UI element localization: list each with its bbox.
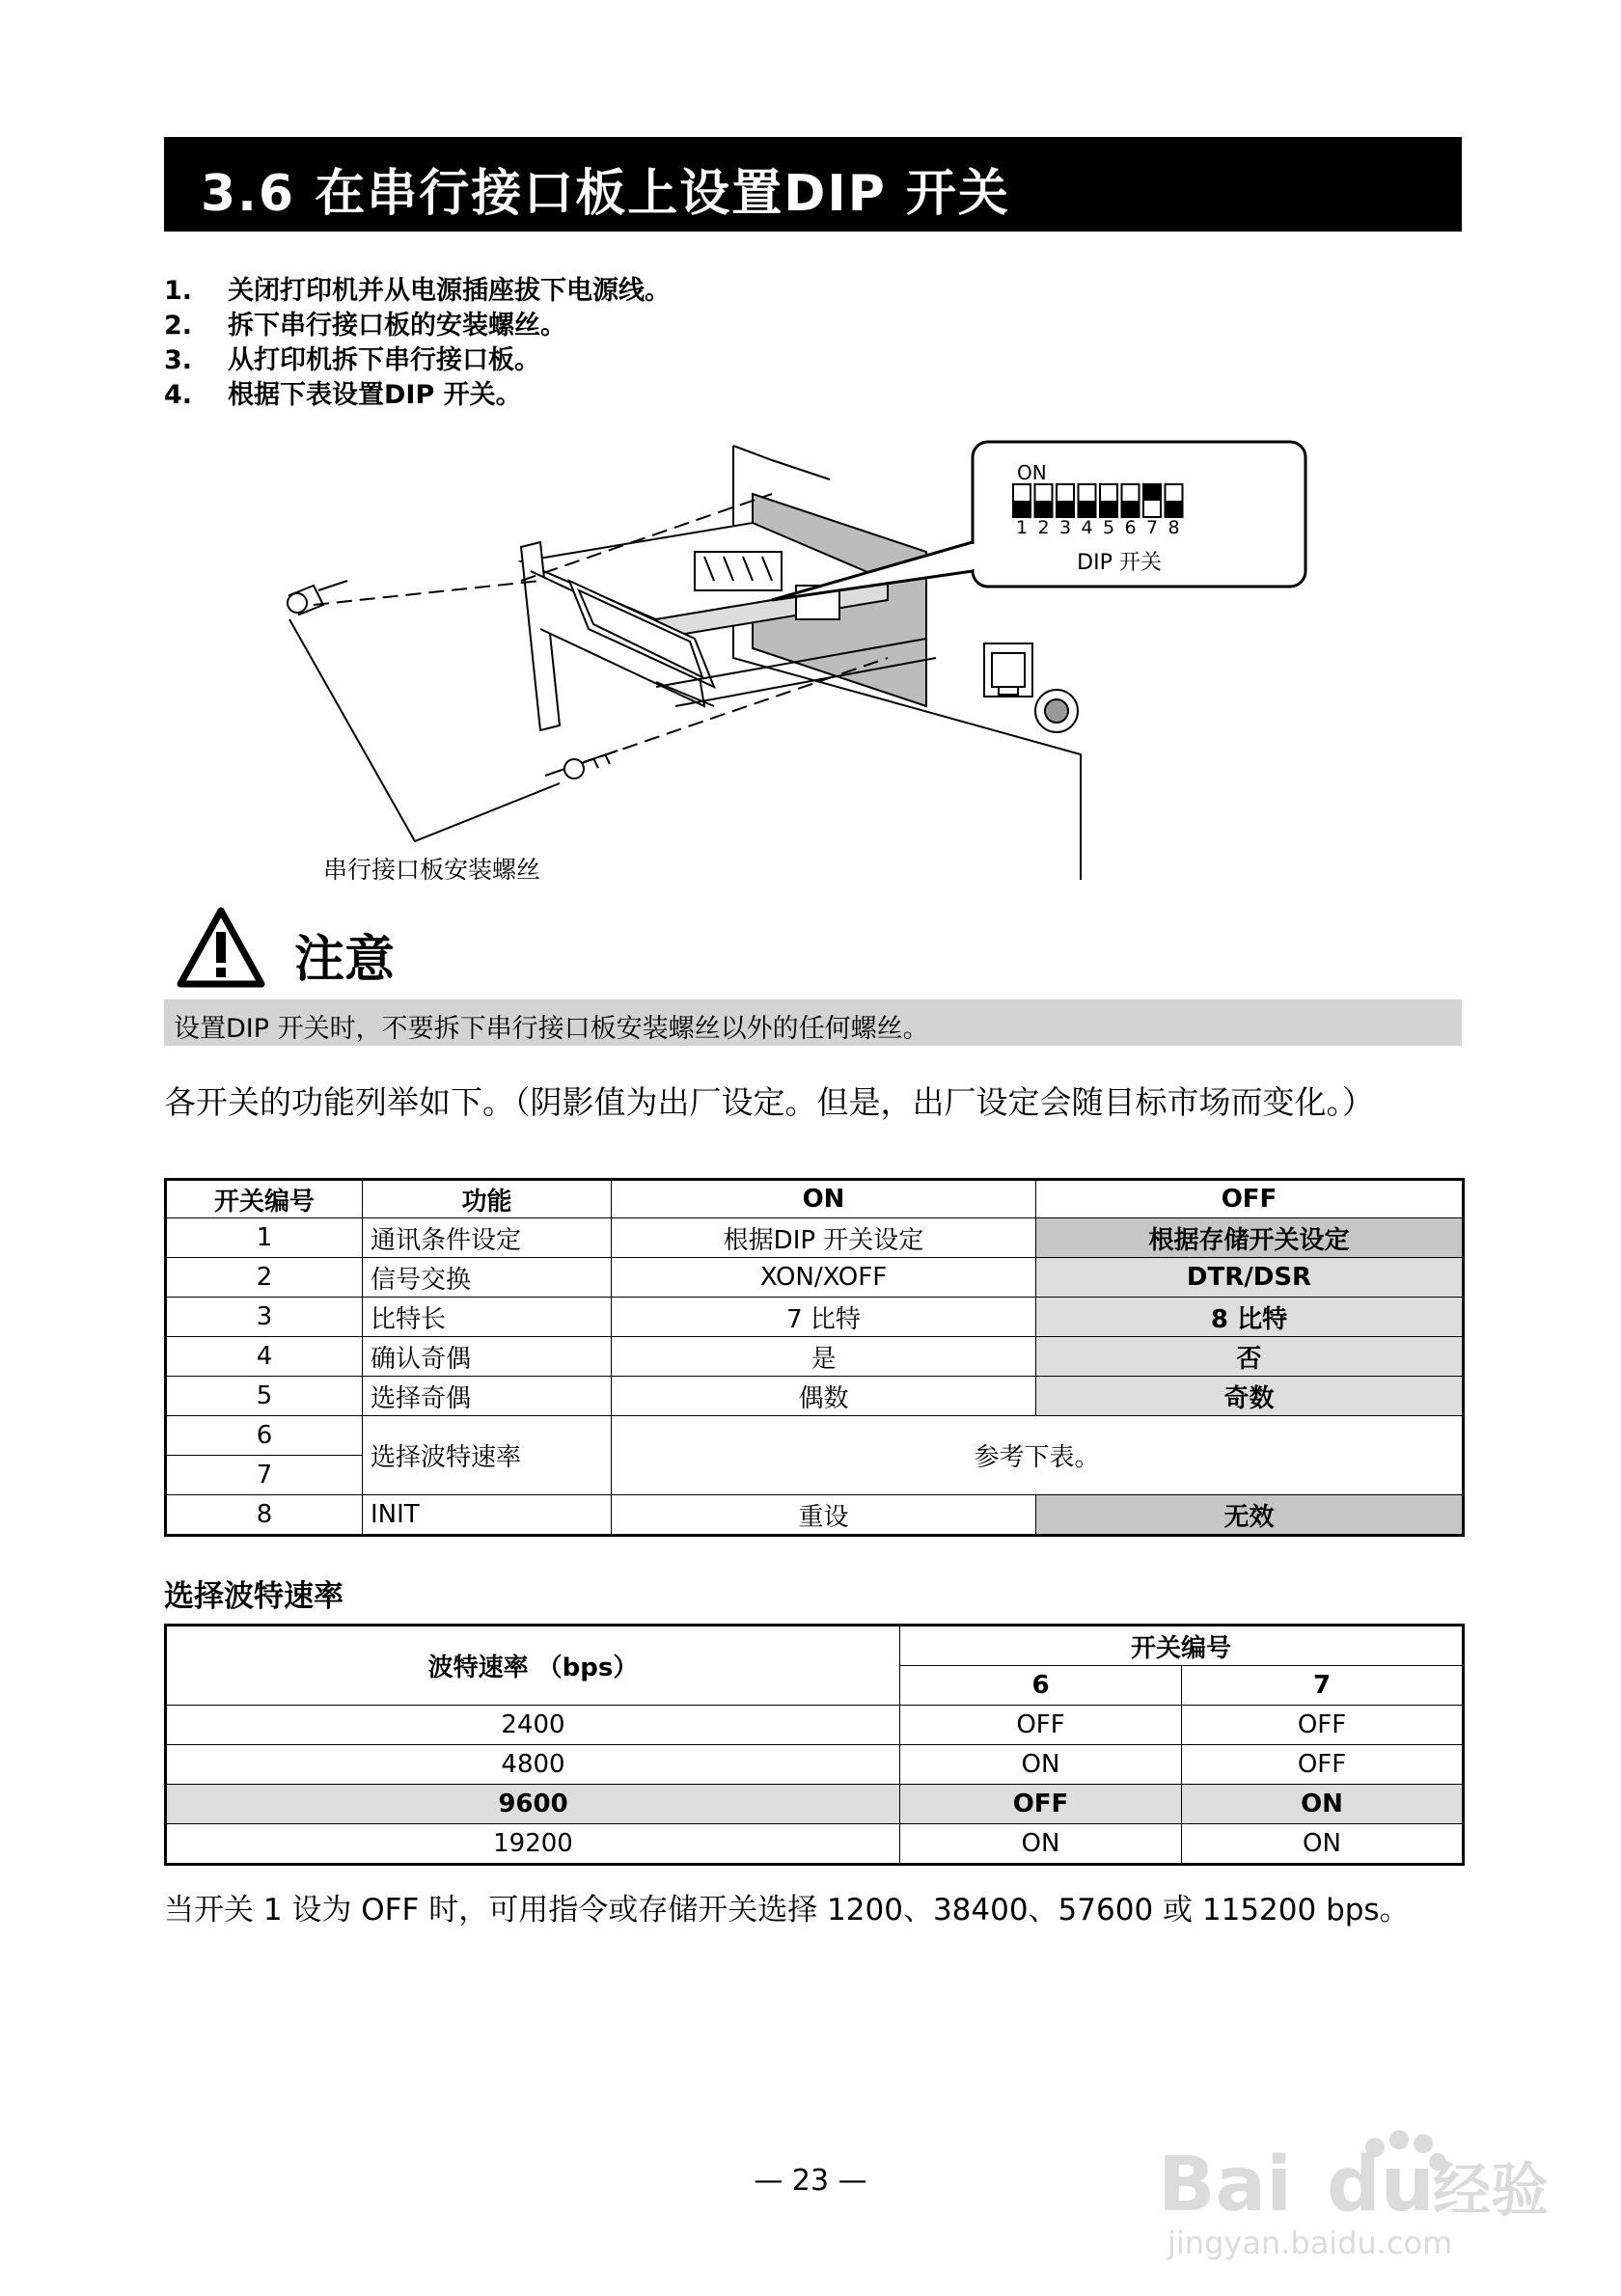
step-item: 4. 根据下表设置DIP 开关。 bbox=[164, 380, 522, 410]
table-row: 7 bbox=[166, 1456, 1464, 1495]
page-number: — 23 — bbox=[754, 2164, 867, 2198]
intro-paragraph: 各开关的功能列举如下。（阴影值为出厂设定。但是，出厂设定会随目标市场而变化。） bbox=[164, 1083, 1374, 1121]
step-item: 1. 关闭打印机并从电源插座拔下电源线。 bbox=[164, 276, 671, 306]
baud-note: 当开关 1 设为 OFF 时，可用指令或存储开关选择 1200、38400、57600 或 115200 bps。 bbox=[164, 1893, 1410, 1927]
header-switch-no: 开关编号 bbox=[166, 1180, 363, 1218]
svg-text:Bai: Bai bbox=[1158, 2142, 1292, 2228]
table-row: 6 选择波特速率 参考下表。 bbox=[166, 1416, 1464, 1456]
dip-switch-number: 3 bbox=[1058, 517, 1072, 538]
header-on: ON bbox=[612, 1180, 1036, 1218]
switch-function-table bbox=[164, 1178, 1465, 1537]
svg-text:du: du bbox=[1327, 2142, 1435, 2228]
header-function: 功能 bbox=[363, 1180, 612, 1218]
baud-section-title: 选择波特速率 bbox=[164, 1579, 343, 1614]
table-header-row bbox=[166, 1626, 1464, 1666]
baud-rate-table bbox=[164, 1624, 1465, 1866]
table-row: 19200 ON ON bbox=[166, 1824, 1464, 1865]
table-row: 2 信号交换 XON/XOFF DTR/DSR bbox=[166, 1258, 1464, 1298]
svg-text:经验: 经验 bbox=[1433, 2157, 1549, 2225]
dip-switch-knob bbox=[1143, 484, 1161, 501]
dip-switch-number: 1 bbox=[1015, 517, 1029, 538]
table-header-row bbox=[166, 1180, 1464, 1218]
dip-switch-knob bbox=[1013, 501, 1030, 517]
notice-text: 设置DIP 开关时，不要拆下串行接口板安装螺丝以外的任何螺丝。 bbox=[174, 1014, 929, 1044]
dip-switch-number: 8 bbox=[1168, 517, 1180, 538]
header-switch-7: 7 bbox=[1182, 1666, 1464, 1706]
dip-switch-number: 5 bbox=[1102, 517, 1115, 538]
section-title-bar bbox=[164, 137, 1462, 232]
table-row: 8 INIT 重设 无效 bbox=[166, 1495, 1464, 1536]
table-row: 4 确认奇偶 是 否 bbox=[166, 1337, 1464, 1377]
dip-caption: DIP 开关 bbox=[1077, 551, 1162, 575]
warning-triangle-icon bbox=[177, 907, 265, 988]
step-item: 2. 拆下串行接口板的安装螺丝。 bbox=[164, 311, 566, 341]
serial-board-illustration bbox=[154, 436, 1322, 889]
table-row: 5 选择奇偶 偶数 奇数 bbox=[166, 1377, 1464, 1416]
header-baud-rate: 波特速率 （bps） bbox=[166, 1626, 900, 1706]
dip-switch-number: 6 bbox=[1124, 517, 1137, 538]
dip-switch-knob bbox=[1079, 501, 1096, 517]
dip-switch-number: 7 bbox=[1145, 517, 1159, 538]
table-row-default: 9600 OFF ON bbox=[166, 1785, 1464, 1824]
notice-bar bbox=[164, 999, 1462, 1046]
step-list bbox=[164, 274, 671, 413]
screw-callout-label: 串行接口板安装螺丝 bbox=[323, 856, 541, 884]
table-row: 2400 OFF OFF bbox=[166, 1706, 1464, 1745]
dip-switch-knob bbox=[1057, 501, 1074, 517]
table-row: 1 通讯条件设定 根据DIP 开关设定 根据存储开关设定 bbox=[166, 1218, 1464, 1258]
dip-switch-number: 4 bbox=[1081, 517, 1093, 538]
header-off: OFF bbox=[1036, 1180, 1464, 1218]
baidu-watermark bbox=[1158, 2118, 1563, 2263]
notice-title: 注意 bbox=[294, 931, 396, 989]
section-title: 3.6 在串行接口板上设置DIP 开关 bbox=[201, 165, 1010, 223]
header-switch-6: 6 bbox=[900, 1666, 1182, 1706]
step-item: 3. 从打印机拆下串行接口板。 bbox=[164, 345, 540, 375]
dip-switch-knob bbox=[1035, 501, 1053, 517]
table-row: 3 比特长 7 比特 8 比特 bbox=[166, 1298, 1464, 1337]
dip-switch-number: 2 bbox=[1037, 517, 1050, 538]
svg-text:jingyan.baidu.com: jingyan.baidu.com bbox=[1168, 2225, 1453, 2261]
dip-on-label: ON bbox=[1017, 461, 1047, 484]
dip-switch-knob bbox=[1100, 501, 1117, 517]
dip-switch-knob bbox=[1166, 501, 1183, 517]
dip-switch-knob bbox=[1122, 501, 1140, 517]
table-row: 4800 ON OFF bbox=[166, 1745, 1464, 1785]
header-switch-no: 开关编号 bbox=[900, 1626, 1464, 1666]
